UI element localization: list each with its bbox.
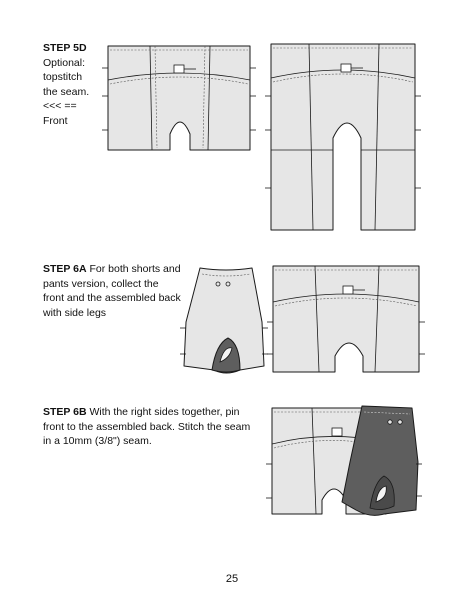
step-6a-body: For both shorts and pants version, collect the front and the assembled back with side legs bbox=[43, 263, 181, 319]
step-5d-text bbox=[43, 41, 103, 128]
step-5d-shorts-front-diagram bbox=[100, 38, 260, 158]
step-5d-line-3: the seam. bbox=[43, 85, 90, 98]
step-5d-line-5: Front bbox=[43, 114, 68, 127]
step-5d-pants-front-diagram bbox=[265, 38, 425, 233]
step-5d-line-4: <<< == bbox=[43, 100, 77, 112]
page-number: 25 bbox=[225, 573, 239, 585]
step-6a-assembled-back-diagram bbox=[178, 262, 270, 382]
step-6b-label: STEP 6B bbox=[43, 406, 87, 418]
step-6a-text bbox=[43, 262, 181, 320]
step-5d-line-2: topstitch bbox=[43, 71, 83, 83]
step-6b-pinned-assembly-diagram bbox=[266, 402, 426, 520]
step-6b-text bbox=[43, 405, 261, 449]
step-6b-body: With the right sides together, pin front to the assembled back. Stitch the seam in a 10mm (3/8") seam. bbox=[43, 406, 251, 447]
step-6a-label: STEP 6A bbox=[43, 263, 87, 275]
step-5d-line-1: Optional: bbox=[43, 56, 86, 69]
step-5d-label: STEP 5D bbox=[43, 42, 87, 54]
step-6a-front-shorts-diagram bbox=[267, 260, 427, 382]
